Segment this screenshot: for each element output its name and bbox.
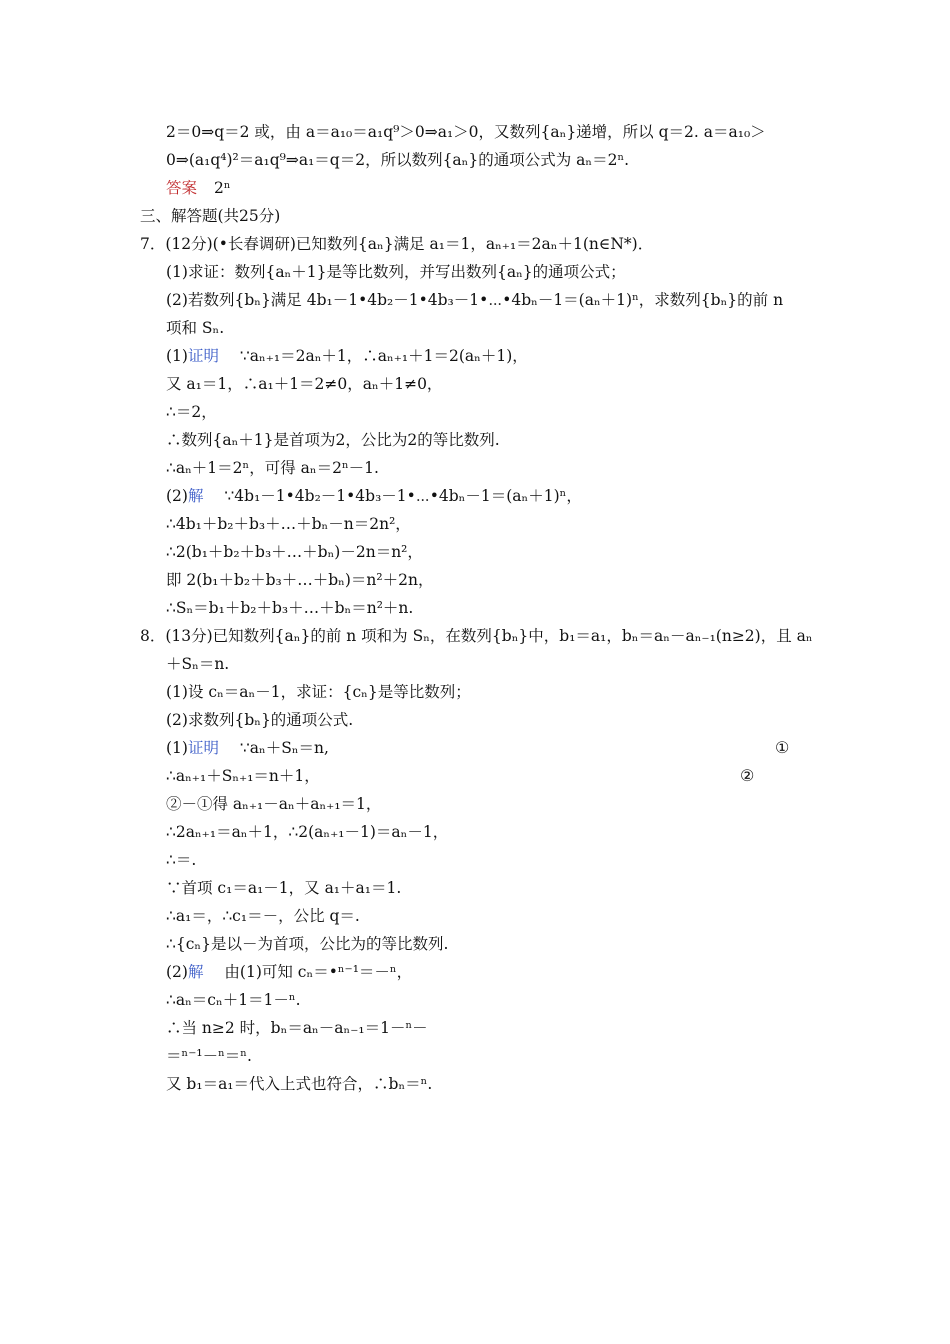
q8-proof-line: ∴aₙ₊₁＋Sₙ₊₁＝n＋1， (166, 767, 320, 785)
q7-solution-line: ∴4b₁＋b₂＋b₃＋…＋bₙ－n＝2n²， (166, 515, 411, 533)
q7-proof-line: ∴＝2， (166, 403, 217, 421)
part-prefix: (1) (166, 739, 188, 757)
question-7-part2: (2)若数列{bₙ}满足 4b₁－1•4b₂－1•4b₃－1•⋯•4bₙ－1＝(aₙ＋1)ⁿ，求数列{bₙ}的前 n (166, 291, 784, 309)
proof-text: ∵aₙ＋Sₙ＝n, (239, 739, 329, 757)
question-7-stem: 7．(12分)(•长春调研)已知数列{aₙ}满足 a₁＝1，aₙ₊₁＝2aₙ＋1(n∈N*)． (140, 235, 654, 253)
q8-proof-line: ∴2aₙ₊₁＝aₙ＋1，∴2(aₙ₊₁－1)＝aₙ－1， (166, 823, 449, 841)
q8-proof-line: ②－①得 aₙ₊₁－aₙ＋aₙ₊₁＝1， (166, 795, 382, 813)
q7-solution-line: ∴Sₙ＝b₁＋b₂＋b₃＋…＋bₙ＝n²＋n. (166, 599, 414, 617)
q8-solution-line: ∴当 n≥2 时，bₙ＝aₙ－aₙ₋₁＝1－ⁿ－ (166, 1019, 428, 1037)
answer-value: 2ⁿ (213, 179, 231, 197)
q8-solution-line: ∴aₙ＝cₙ＋1＝1－ⁿ. (166, 991, 301, 1009)
q7-proof-line: ∴aₙ＋1＝2ⁿ，可得 aₙ＝2ⁿ－1. (166, 459, 379, 477)
question-8-stem-cont: ＋Sₙ＝n. (166, 655, 230, 673)
equation-marker-2: ② (740, 766, 755, 785)
part-prefix: (2) (166, 963, 188, 981)
q8-solution-line (166, 962, 412, 982)
q8-solution-line: ＝ⁿ⁻¹－ⁿ＝ⁿ. (166, 1047, 252, 1065)
q8-proof-line: ∴a₁＝，∴c₁＝－，公比 q＝. (166, 907, 360, 925)
part-prefix: (2) (166, 487, 188, 505)
q8-proof-line: ∵首项 c₁＝a₁－1，又 a₁＋a₁＝1. (166, 879, 402, 897)
proof-label: 证明 (187, 347, 219, 365)
question-8-part1: (1)设 cₙ＝aₙ－1，求证：{cₙ}是等比数列； (166, 683, 471, 701)
solution-text: ∵4b₁－1•4b₂－1•4b₃－1•⋯•4bₙ－1＝(aₙ＋1)ⁿ， (224, 487, 582, 505)
proof-label: 证明 (187, 739, 219, 757)
question-8-part2: (2)求数列{bₙ}的通项公式. (166, 711, 354, 729)
q8-proof-line: ∴{cₙ}是以－为首项，公比为的等比数列. (166, 935, 449, 953)
text-line: 0⇒(a₁q⁴)²＝a₁q⁹⇒a₁＝q＝2，所以数列{aₙ}的通项公式为 aₙ＝2ⁿ. (166, 151, 630, 169)
question-7-part1: (1)求证：数列{aₙ＋1}是等比数列，并写出数列{aₙ}的通项公式； (166, 263, 626, 281)
q8-proof-line: ∴＝. (166, 851, 197, 869)
question-7-part2-cont: 项和 Sₙ. (166, 319, 225, 337)
q7-proof-line: 又 a₁＝1，∴a₁＋1＝2≠0，aₙ＋1≠0， (166, 375, 443, 393)
part-prefix: (1) (166, 347, 188, 365)
q7-solution-line (166, 486, 582, 506)
q7-proof-line: ∴数列{aₙ＋1}是首项为2，公比为2的等比数列. (166, 431, 500, 449)
q8-solution-line: 又 b₁＝a₁＝代入上式也符合，∴bₙ＝ⁿ. (166, 1075, 433, 1093)
question-8-stem: 8．(13分)已知数列{aₙ}的前 n 项和为 Sₙ，在数列{bₙ}中，b₁＝a₁，bₙ＝aₙ－aₙ₋₁(n≥2)，且 aₙ (140, 627, 813, 645)
answer-line (166, 178, 231, 198)
q7-proof-line (166, 346, 528, 366)
solution-label: 解 (187, 487, 204, 505)
q8-proof-line (166, 738, 329, 758)
q7-solution-line: 即 2(b₁＋b₂＋b₃＋…＋bₙ)＝n²＋2n， (166, 571, 434, 589)
solution-label: 解 (187, 963, 204, 981)
solution-text: 由(1)可知 cₙ＝•ⁿ⁻¹＝－ⁿ， (224, 963, 413, 981)
answer-label: 答案 (166, 179, 198, 197)
proof-text: ∵aₙ₊₁＝2aₙ＋1，∴aₙ₊₁＋1＝2(aₙ＋1)， (239, 347, 528, 365)
q7-solution-line: ∴2(b₁＋b₂＋b₃＋…＋bₙ)－2n＝n²， (166, 543, 423, 561)
text-line: 2＝0⇒q＝2 或，由 a＝a₁₀＝a₁q⁹＞0⇒a₁＞0，又数列{aₙ}递增，所以 q＝2. a＝a₁₀＞ (166, 123, 766, 141)
section-heading: 三、解答题(共25分) (140, 207, 281, 225)
equation-marker-1: ① (775, 738, 790, 757)
